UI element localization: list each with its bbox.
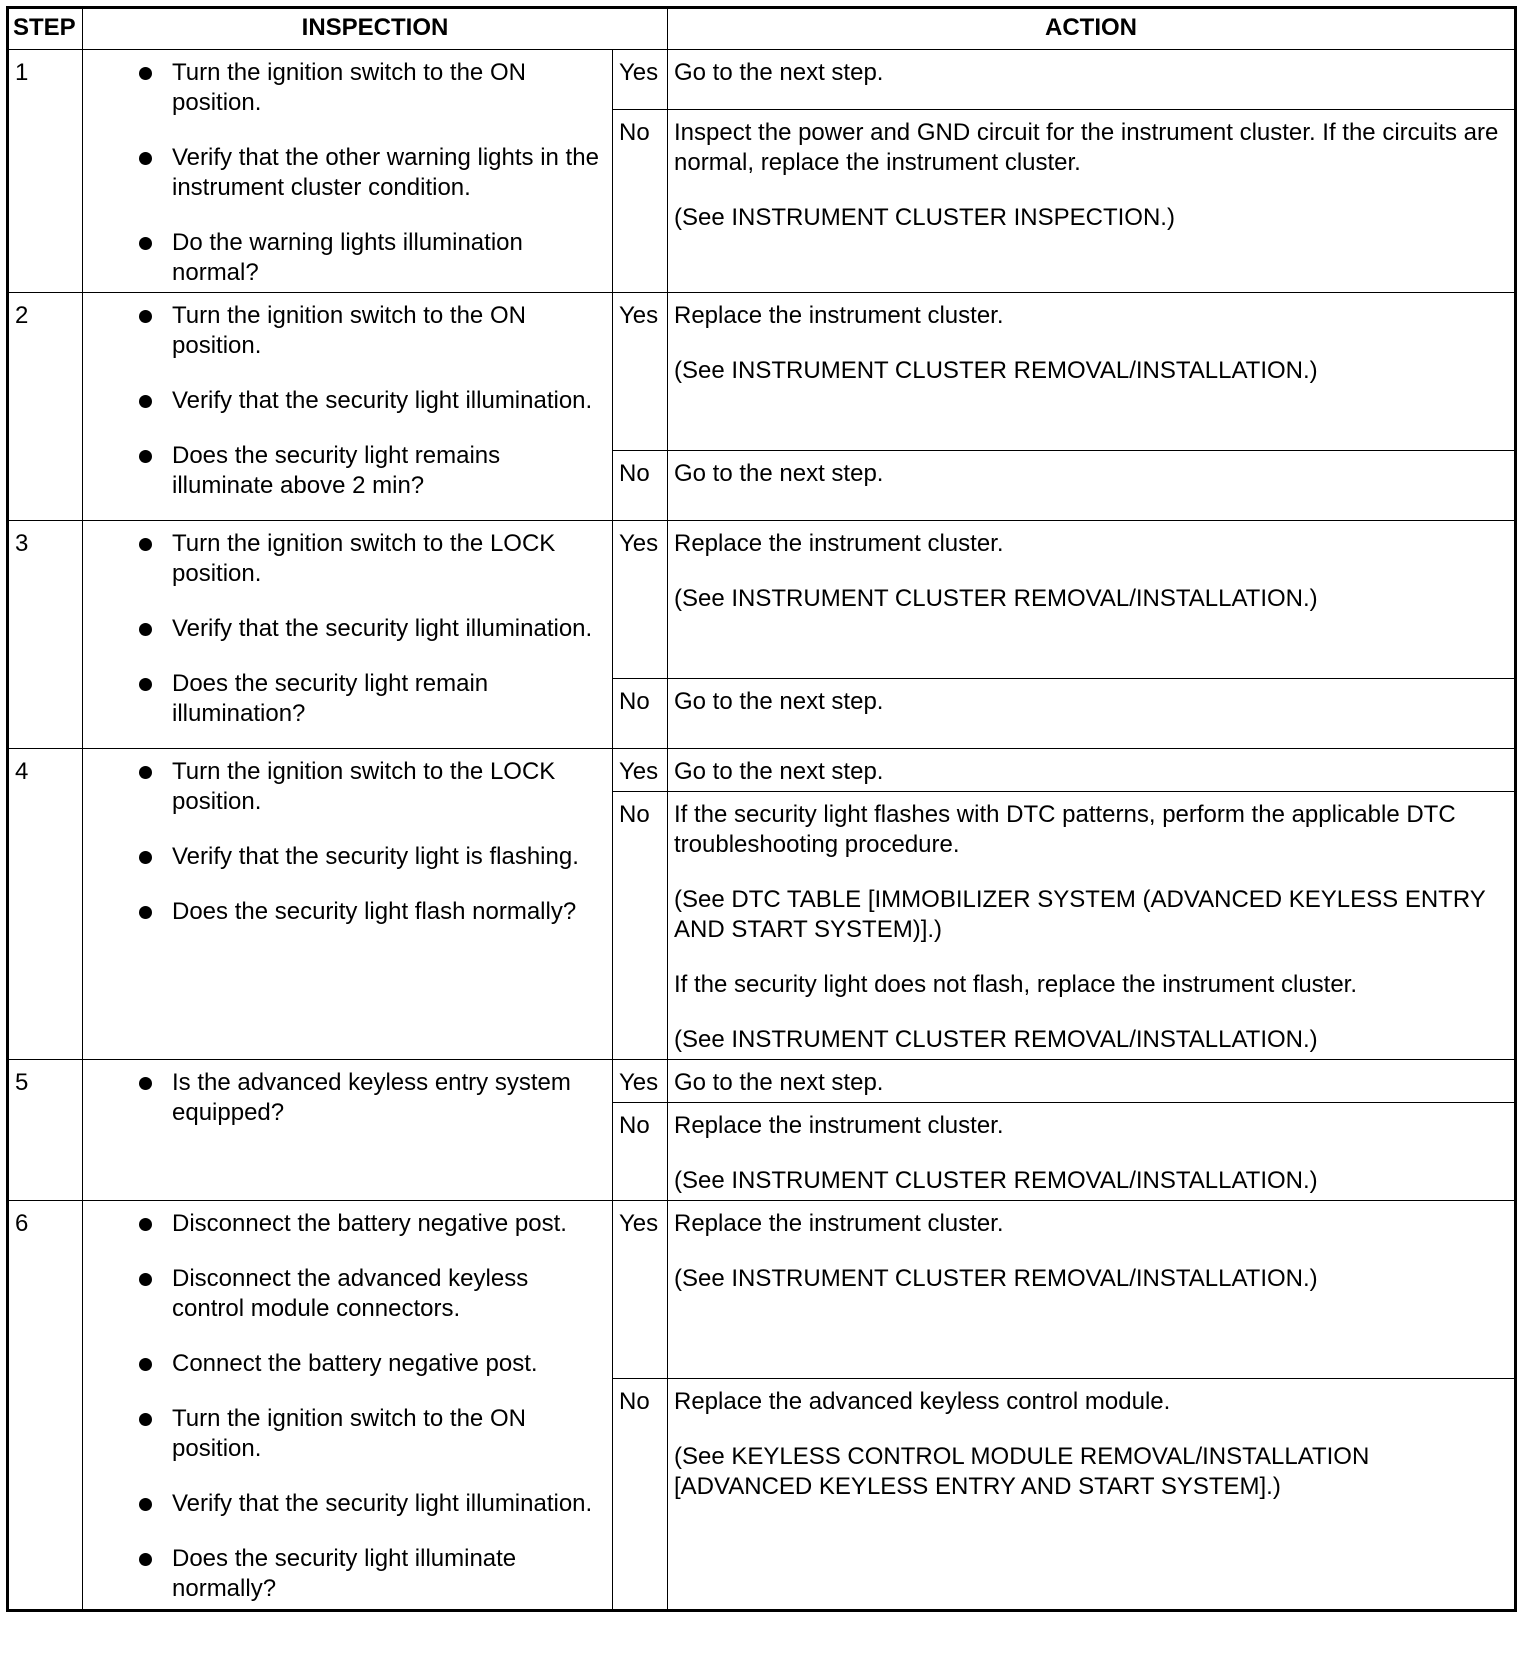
bullet-icon xyxy=(139,67,152,80)
bullet-icon xyxy=(139,1273,152,1286)
action-text: Replace the instrument cluster. xyxy=(674,1112,1004,1139)
yes-label: Yes xyxy=(613,50,668,110)
no-action-cell xyxy=(668,1379,1516,1611)
inspection-item xyxy=(134,757,606,817)
inspection-item xyxy=(134,386,606,416)
bullet-icon xyxy=(139,152,152,165)
step-header: STEP xyxy=(8,8,83,50)
inspection-text: Disconnect the advanced keyless control module connectors. xyxy=(172,1265,529,1322)
action-text: If the security light flashes with DTC patterns, perform the applicable DTC troubleshooting procedure. xyxy=(674,801,1456,858)
step-row xyxy=(8,50,1516,110)
action-text: (See INSTRUMENT CLUSTER REMOVAL/INSTALLATION.) xyxy=(674,1265,1318,1292)
inspection-item xyxy=(134,1209,606,1239)
inspection-list xyxy=(89,58,606,288)
action-text: Replace the instrument cluster. xyxy=(674,1210,1004,1237)
inspection-cell xyxy=(83,293,613,521)
yes-action-cell xyxy=(668,1060,1516,1103)
yes-label: Yes xyxy=(613,293,668,451)
inspection-item xyxy=(134,529,606,589)
action-text: (See KEYLESS CONTROL MODULE REMOVAL/INSTALLATION [ADVANCED KEYLESS ENTRY AND START SYSTEM].) xyxy=(674,1443,1370,1500)
bullet-icon xyxy=(139,237,152,250)
inspection-item xyxy=(134,1404,606,1464)
inspection-item xyxy=(134,1068,606,1128)
step-number: 4 xyxy=(8,749,83,1060)
action-text: Go to the next step. xyxy=(674,1069,884,1096)
inspection-item xyxy=(134,441,606,501)
no-action-cell xyxy=(668,451,1516,521)
yes-action-cell xyxy=(668,1201,1516,1379)
yes-label: Yes xyxy=(613,749,668,792)
yes-label: Yes xyxy=(613,1060,668,1103)
inspection-item xyxy=(134,143,606,203)
inspection-text: Verify that the security light illumination. xyxy=(172,387,593,414)
inspection-text: Verify that the security light illumination. xyxy=(172,1490,593,1517)
step-number: 6 xyxy=(8,1201,83,1611)
header-row xyxy=(8,8,1516,50)
bullet-icon xyxy=(139,1218,152,1231)
no-label: No xyxy=(613,109,668,292)
inspection-item xyxy=(134,897,606,927)
inspection-item xyxy=(134,1544,606,1604)
inspection-text: Does the security light remain illumination? xyxy=(172,670,489,727)
inspection-item xyxy=(134,842,606,872)
no-action-cell xyxy=(668,1103,1516,1201)
inspection-text: Does the security light remains illuminate above 2 min? xyxy=(172,442,501,499)
yes-action-cell xyxy=(668,293,1516,451)
bullet-icon xyxy=(139,450,152,463)
inspection-item xyxy=(134,58,606,118)
inspection-text: Verify that the security light is flashing. xyxy=(172,843,579,870)
inspection-item xyxy=(134,301,606,361)
bullet-icon xyxy=(139,1358,152,1371)
yes-action-cell xyxy=(668,521,1516,679)
no-action-cell xyxy=(668,679,1516,749)
action-text: (See INSTRUMENT CLUSTER REMOVAL/INSTALLATION.) xyxy=(674,1167,1318,1194)
inspection-cell xyxy=(83,1201,613,1611)
inspection-text: Does the security light flash normally? xyxy=(172,898,577,925)
inspection-cell xyxy=(83,50,613,293)
bullet-icon xyxy=(139,1553,152,1566)
inspection-cell xyxy=(83,521,613,749)
bullet-icon xyxy=(139,851,152,864)
troubleshooting-table xyxy=(6,6,1517,1612)
action-text: (See INSTRUMENT CLUSTER REMOVAL/INSTALLATION.) xyxy=(674,585,1318,612)
inspection-cell xyxy=(83,1060,613,1201)
inspection-item xyxy=(134,1489,606,1519)
step-row xyxy=(8,293,1516,451)
inspection-list xyxy=(89,301,606,501)
action-text: Replace the advanced keyless control module. xyxy=(674,1388,1171,1415)
inspection-header: INSPECTION xyxy=(83,8,668,50)
inspection-text: Turn the ignition switch to the ON position. xyxy=(172,302,526,359)
action-text: Go to the next step. xyxy=(674,460,884,487)
step-number: 5 xyxy=(8,1060,83,1201)
action-text: Go to the next step. xyxy=(674,59,884,86)
step-number: 3 xyxy=(8,521,83,749)
action-text: Go to the next step. xyxy=(674,688,884,715)
inspection-list xyxy=(89,757,606,927)
action-text: (See INSTRUMENT CLUSTER REMOVAL/INSTALLATION.) xyxy=(674,357,1318,384)
action-text: If the security light does not flash, replace the instrument cluster. xyxy=(674,971,1358,998)
inspection-item xyxy=(134,614,606,644)
action-text: (See DTC TABLE [IMMOBILIZER SYSTEM (ADVANCED KEYLESS ENTRY AND START SYSTEM)].) xyxy=(674,886,1486,943)
no-action-cell xyxy=(668,792,1516,1060)
inspection-item xyxy=(134,669,606,729)
action-text: (See INSTRUMENT CLUSTER INSPECTION.) xyxy=(674,203,1175,231)
inspection-text: Turn the ignition switch to the LOCK position. xyxy=(172,530,556,587)
no-label: No xyxy=(613,792,668,1060)
no-action-cell xyxy=(668,109,1516,292)
inspection-text: Disconnect the battery negative post. xyxy=(172,1210,567,1237)
inspection-text: Turn the ignition switch to the ON position. xyxy=(172,1405,526,1462)
inspection-item xyxy=(134,1349,606,1379)
action-text: Inspect the power and GND circuit for the instrument cluster. If the circuits are normal, replace the instrument cluster. xyxy=(674,118,1499,176)
bullet-icon xyxy=(139,310,152,323)
inspection-cell xyxy=(83,749,613,1060)
inspection-list xyxy=(89,1068,606,1128)
step-row xyxy=(8,749,1516,792)
inspection-text: Is the advanced keyless entry system equipped? xyxy=(172,1069,571,1126)
yes-action-cell xyxy=(668,749,1516,792)
step-number: 1 xyxy=(8,50,83,293)
no-label: No xyxy=(613,1379,668,1611)
step-row xyxy=(8,1060,1516,1103)
action-text: Replace the instrument cluster. xyxy=(674,530,1004,557)
no-label: No xyxy=(613,1103,668,1201)
bullet-icon xyxy=(139,395,152,408)
bullet-icon xyxy=(139,623,152,636)
action-text: (See INSTRUMENT CLUSTER REMOVAL/INSTALLATION.) xyxy=(674,1026,1318,1053)
no-label: No xyxy=(613,451,668,521)
action-text: Go to the next step. xyxy=(674,758,884,785)
action-header: ACTION xyxy=(668,8,1516,50)
inspection-item xyxy=(134,1264,606,1324)
inspection-text: Connect the battery negative post. xyxy=(172,1350,538,1377)
inspection-list xyxy=(89,1209,606,1604)
bullet-icon xyxy=(139,678,152,691)
bullet-icon xyxy=(139,906,152,919)
bullet-icon xyxy=(139,766,152,779)
yes-action-cell xyxy=(668,50,1516,110)
yes-label: Yes xyxy=(613,521,668,679)
bullet-icon xyxy=(139,1498,152,1511)
inspection-text: Do the warning lights illumination normal? xyxy=(172,229,523,286)
step-row xyxy=(8,1201,1516,1379)
inspection-list xyxy=(89,529,606,729)
bullet-icon xyxy=(139,538,152,551)
bullet-icon xyxy=(139,1413,152,1426)
step-number: 2 xyxy=(8,293,83,521)
inspection-text: Turn the ignition switch to the LOCK position. xyxy=(172,758,556,815)
inspection-text: Turn the ignition switch to the ON position. xyxy=(172,59,526,116)
inspection-text: Does the security light illuminate normally? xyxy=(172,1545,517,1602)
step-row xyxy=(8,521,1516,679)
yes-label: Yes xyxy=(613,1201,668,1379)
action-text: Replace the instrument cluster. xyxy=(674,302,1004,329)
bullet-icon xyxy=(139,1077,152,1090)
inspection-text: Verify that the other warning lights in the instrument cluster condition. xyxy=(172,144,599,201)
inspection-text: Verify that the security light illumination. xyxy=(172,615,593,642)
inspection-item xyxy=(134,228,606,288)
no-label: No xyxy=(613,679,668,749)
